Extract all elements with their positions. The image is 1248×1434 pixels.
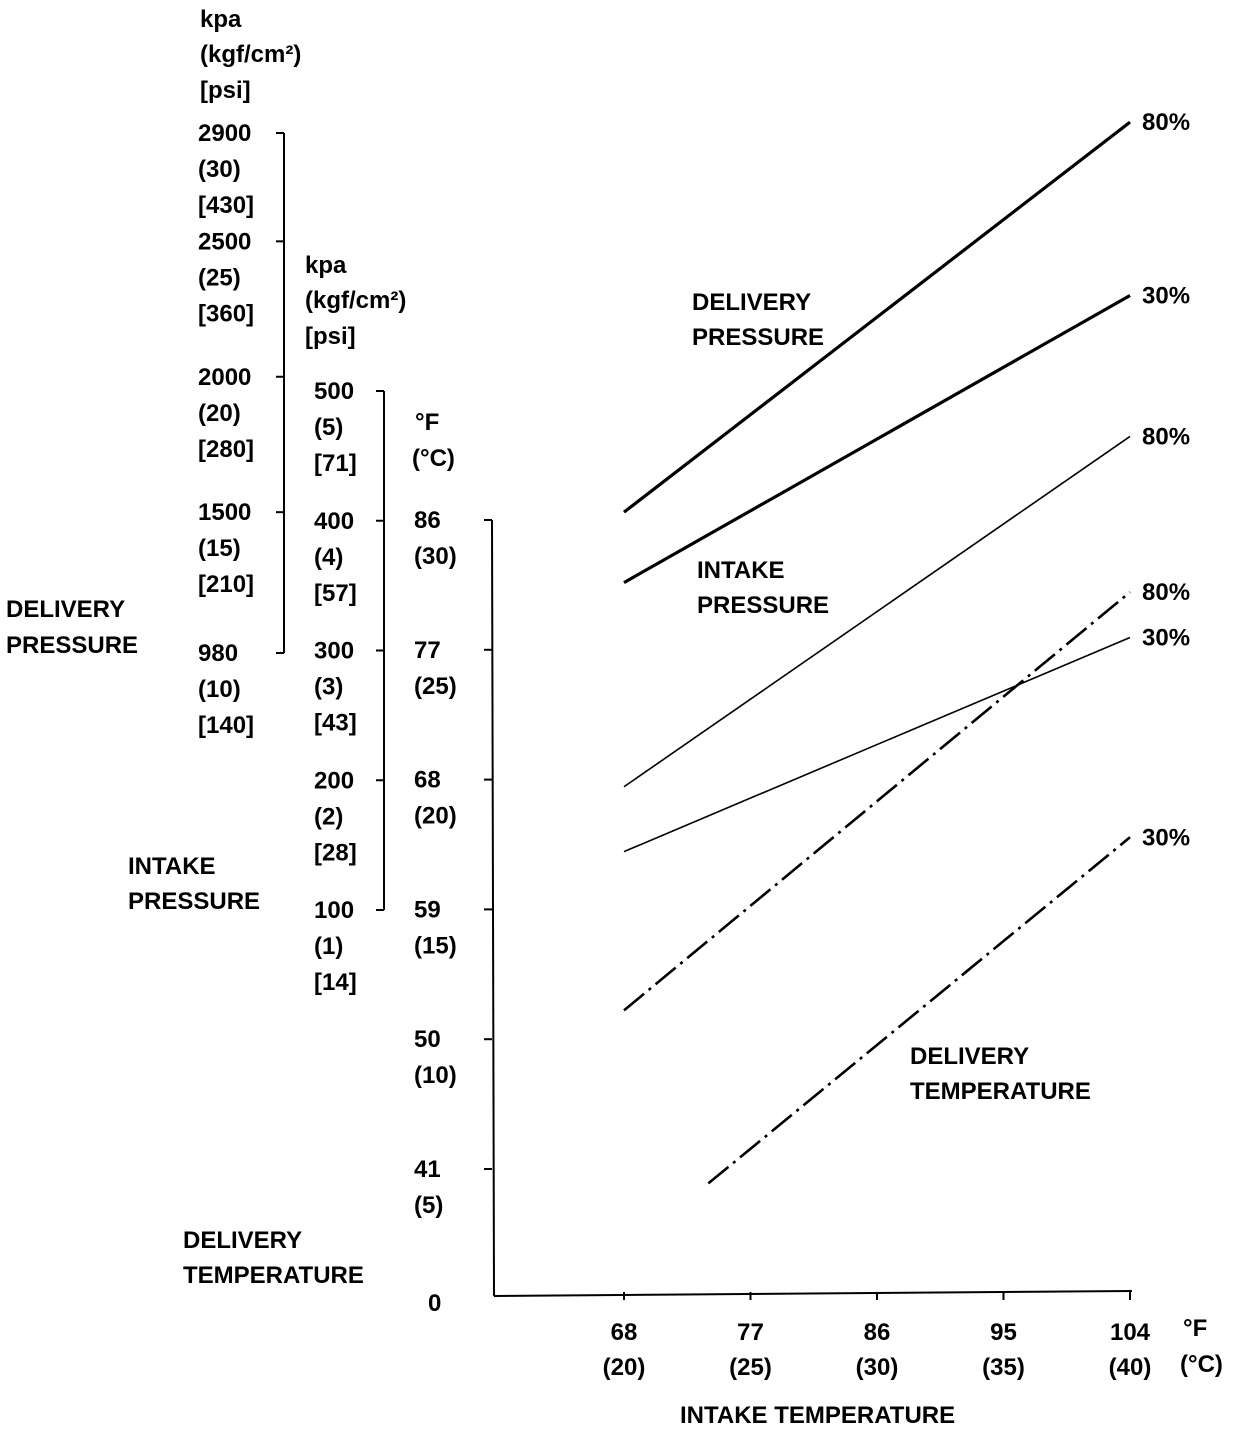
series-layer [624,109,1190,1183]
ip-unit-line-1: kpa [305,252,347,279]
intake-pressure-tick-label: [57] [314,579,357,607]
intake-pressure-tick-label: 200 [314,767,355,795]
intake-pressure-tick-label: 500 [314,378,355,405]
delivery-temperature-tick-label: 77 [414,636,441,664]
delivery-pressure-tick-label: 1500 [198,499,252,527]
group-label-delivery-temperature-1: DELIVERY [910,1043,1030,1070]
x-tick-sublabel: (40) [1108,1354,1152,1381]
group-labels [692,289,1091,1105]
delivery-pressure-tick-label: [280] [198,435,255,463]
delivery-pressure-tick-label: (20) [198,399,241,427]
delivery-temperature-axis [414,507,494,1317]
delivery-temperature-tick-label: (5) [414,1192,444,1219]
delivery-pressure-tick-label: 980 [198,640,239,667]
delivery-temperature-series-label: 80% [1142,579,1191,607]
delivery-temperature-tick-label: 86 [414,507,441,534]
delivery-pressure-tick-label: 2500 [198,228,252,256]
delivery-pressure-axis-unit [200,6,301,104]
intake-pressure-series-label: 30% [1142,624,1191,652]
x-tick-sublabel: (35) [982,1354,1025,1381]
delivery-temperature-tick-label: (15) [414,932,457,960]
intake-pressure-tick-label: 400 [314,507,355,535]
delivery-temperature-tick-label: (20) [414,802,457,830]
delivery-pressure-tick-label: (25) [198,264,241,292]
intake-pressure-series-label: 80% [1142,423,1191,451]
dp-unit-line-1: kpa [200,6,242,33]
delivery-pressure-axis [198,120,284,739]
dp-axis-name-line-1: DELIVERY [6,596,126,623]
group-label-intake-pressure-2: PRESSURE [697,592,830,619]
dt-unit-line-1: °F [415,409,440,436]
x-tick-label: 95 [990,1319,1017,1346]
delivery-pressure-tick-label: [210] [198,571,255,599]
intake-pressure-series-line [624,638,1130,852]
intake-pressure-tick-label: 100 [314,897,355,924]
dt-axis-name-line-1: DELIVERY [183,1227,303,1254]
intake-pressure-tick-label: (1) [314,933,344,960]
delivery-temperature-axis-line [492,520,494,1296]
intake-pressure-tick-label: 300 [314,637,355,665]
x-unit-primary: °F [1183,1315,1208,1342]
delivery-temperature-tick-label: 50 [414,1026,441,1054]
intake-pressure-tick-label: [14] [314,969,357,996]
x-tick-sublabel: (30) [855,1354,899,1381]
intake-temperature-axis-line [494,1291,1132,1296]
intake-pressure-tick-label: (3) [314,673,344,701]
ip-axis-name-line-1: INTAKE [128,853,216,880]
x-tick-label: 104 [1109,1319,1151,1346]
intake-temperature-axis [494,1291,1223,1429]
x-axis-title: INTAKE TEMPERATURE [680,1402,956,1429]
ip-axis-name-line-2: PRESSURE [128,888,261,915]
x-unit-secondary: (°C) [1180,1351,1223,1378]
intake-pressure-tick-label: (4) [314,543,344,571]
intake-pressure-tick-label: (5) [314,414,344,441]
intake-pressure-axis [314,378,384,996]
delivery-pressure-tick-label: [430] [198,192,255,219]
delivery-temperature-tick-label: 0 [428,1290,442,1317]
x-tick-label: 68 [610,1319,638,1346]
ip-unit-line-2: (kgf/cm²) [305,287,407,314]
delivery-temperature-series-line [708,837,1130,1183]
delivery-pressure-tick-label: 2000 [198,363,252,391]
group-label-delivery-pressure-2: PRESSURE [692,324,825,351]
delivery-temperature-tick-label: 68 [414,766,441,794]
delivery-pressure-tick-label: [360] [198,300,255,328]
delivery-temperature-tick-label: 41 [414,1156,441,1183]
x-tick-sublabel: (20) [602,1354,646,1381]
dp-unit-line-2: (kgf/cm²) [200,41,302,68]
group-label-delivery-pressure-1: DELIVERY [692,289,812,316]
delivery-temperature-tick-label: (30) [414,543,457,570]
intake-pressure-tick-label: [71] [314,450,357,477]
delivery-temperature-series-label: 30% [1142,824,1191,852]
dt-unit-line-2: (°C) [412,445,455,472]
delivery-temperature-axis-unit [412,409,455,472]
dp-axis-name-line-2: PRESSURE [6,632,139,659]
intake-pressure-tick-label: [28] [314,839,357,867]
ip-unit-line-3: [psi] [305,323,356,350]
delivery-temperature-tick-label: 59 [414,896,441,924]
dt-axis-name-line-2: TEMPERATURE [183,1262,364,1289]
delivery-temperature-series-line [624,592,1130,1010]
group-label-intake-pressure-1: INTAKE [697,557,785,584]
delivery-pressure-series-line [624,122,1130,512]
dp-unit-line-3: [psi] [200,77,251,104]
delivery-temperature-tick-label: (25) [414,672,457,700]
intake-pressure-axis-unit [305,252,406,350]
axis-name-labels [6,596,364,1289]
delivery-pressure-tick-label: 2900 [198,120,252,147]
x-tick-sublabel: (25) [729,1354,772,1381]
delivery-pressure-series-label: 30% [1142,282,1191,310]
delivery-pressure-series-label: 80% [1142,109,1191,137]
delivery-pressure-tick-label: (30) [198,156,241,183]
intake-pressure-tick-label: [43] [314,709,357,737]
x-tick-label: 77 [737,1319,764,1346]
delivery-pressure-tick-label: [140] [198,712,255,739]
intake-pressure-tick-label: (2) [314,803,344,831]
delivery-temperature-tick-label: (10) [414,1062,457,1090]
delivery-pressure-tick-label: (15) [198,535,241,563]
delivery-pressure-tick-label: (10) [198,676,241,703]
x-tick-label: 86 [863,1319,891,1346]
group-label-delivery-temperature-2: TEMPERATURE [910,1078,1091,1105]
